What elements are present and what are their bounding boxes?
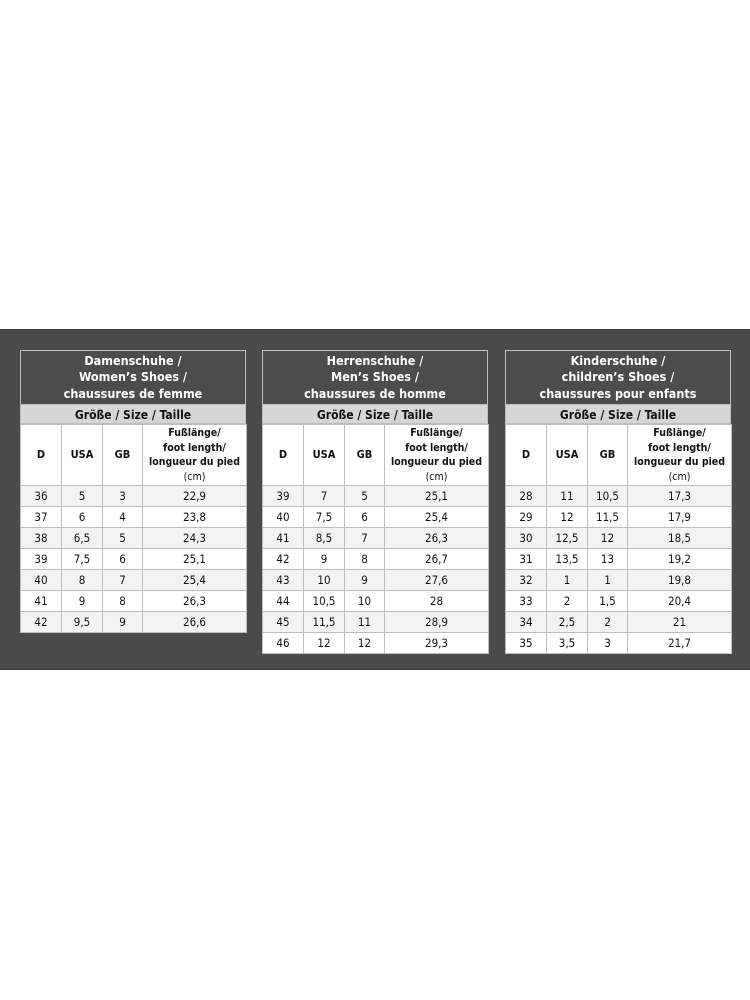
cell-gb: 8 [345, 549, 385, 570]
header-line: longueur du pied [634, 456, 725, 468]
table-row [263, 528, 489, 549]
cell-usa: 7,5 [304, 507, 345, 528]
title-line: Men’s Shoes / [331, 369, 419, 385]
cell-usa: 10 [304, 570, 345, 591]
size-subheader: Größe / Size / Taille [505, 404, 731, 424]
table-row [263, 612, 489, 633]
unit-label: (cm) [425, 470, 448, 483]
header-line: foot length/ [163, 441, 226, 454]
cell-d: 44 [263, 591, 304, 612]
cell-usa: 11 [547, 486, 588, 507]
table-row [21, 591, 247, 612]
table-title [20, 350, 246, 404]
column-header-gb: GB [103, 425, 143, 486]
cell-foot-length: 21 [628, 612, 732, 633]
cell-foot-length: 29,3 [385, 633, 489, 654]
cell-d: 39 [21, 549, 62, 570]
table-row [263, 507, 489, 528]
title-line: children’s Shoes / [561, 369, 675, 385]
cell-foot-length: 28,9 [385, 612, 489, 633]
cell-usa: 12 [304, 633, 345, 654]
title-line: Kinderschuhe / [570, 352, 666, 368]
cell-usa: 13,5 [547, 549, 588, 570]
cell-usa: 10,5 [304, 591, 345, 612]
cell-d: 29 [506, 507, 547, 528]
cell-gb: 3 [588, 633, 628, 654]
table-row [506, 528, 732, 549]
title-line: chaussures pour enfants [539, 385, 697, 401]
cell-usa: 6 [62, 507, 103, 528]
cell-foot-length: 17,3 [628, 486, 732, 507]
column-header-gb: GB [588, 425, 628, 486]
cell-foot-length: 25,1 [143, 549, 247, 570]
cell-usa: 3,5 [547, 633, 588, 654]
cell-d: 32 [506, 570, 547, 591]
table-row [506, 591, 732, 612]
size-table [20, 424, 247, 633]
cell-gb: 12 [345, 633, 385, 654]
cell-usa: 12,5 [547, 528, 588, 549]
cell-gb: 11 [345, 612, 385, 633]
table-title [262, 350, 488, 404]
table-row [263, 570, 489, 591]
cell-d: 34 [506, 612, 547, 633]
table-row [21, 612, 247, 633]
column-header-foot-length [143, 425, 247, 486]
cell-d: 28 [506, 486, 547, 507]
cell-foot-length: 17,9 [628, 507, 732, 528]
title-line: Women’s Shoes / [78, 369, 188, 385]
table-row [263, 633, 489, 654]
cell-usa: 2 [547, 591, 588, 612]
table-row [21, 570, 247, 591]
cell-d: 46 [263, 633, 304, 654]
column-header-usa: USA [304, 425, 345, 486]
table-title [505, 350, 731, 404]
table-row [21, 507, 247, 528]
cell-gb: 6 [345, 507, 385, 528]
unit-label: (cm) [183, 470, 206, 483]
table-row [263, 549, 489, 570]
cell-gb: 2 [588, 612, 628, 633]
cell-foot-length: 26,7 [385, 549, 489, 570]
cell-d: 38 [21, 528, 62, 549]
cell-gb: 5 [345, 486, 385, 507]
cell-usa: 9 [304, 549, 345, 570]
cell-foot-length: 24,3 [143, 528, 247, 549]
table-row [21, 528, 247, 549]
table-row [506, 507, 732, 528]
size-subheader: Größe / Size / Taille [262, 404, 488, 424]
cell-usa: 6,5 [62, 528, 103, 549]
cell-usa: 1 [547, 570, 588, 591]
cell-d: 31 [506, 549, 547, 570]
size-table [505, 424, 732, 654]
cell-gb: 1 [588, 570, 628, 591]
cell-usa: 7 [304, 486, 345, 507]
cell-d: 41 [263, 528, 304, 549]
cell-d: 37 [21, 507, 62, 528]
cell-usa: 5 [62, 486, 103, 507]
column-header-foot-length [385, 425, 489, 486]
cell-gb: 1,5 [588, 591, 628, 612]
cell-usa: 9 [62, 591, 103, 612]
cell-gb: 10,5 [588, 486, 628, 507]
cell-d: 36 [21, 486, 62, 507]
cell-d: 35 [506, 633, 547, 654]
header-line: Fußlänge/ [410, 427, 463, 439]
cell-foot-length: 25,1 [385, 486, 489, 507]
cell-d: 30 [506, 528, 547, 549]
childrens-size-table [505, 350, 731, 654]
cell-usa: 11,5 [304, 612, 345, 633]
cell-d: 45 [263, 612, 304, 633]
table-row [263, 591, 489, 612]
column-header-usa: USA [62, 425, 103, 486]
cell-foot-length: 19,2 [628, 549, 732, 570]
unit-label: (cm) [668, 470, 691, 483]
title-line: Herrenschuhe / [326, 352, 424, 368]
cell-usa: 8,5 [304, 528, 345, 549]
size-table [262, 424, 489, 654]
size-subheader: Größe / Size / Taille [20, 404, 246, 424]
cell-foot-length: 26,6 [143, 612, 247, 633]
column-header-d: D [506, 425, 547, 486]
table-row [506, 612, 732, 633]
table-body [263, 486, 489, 654]
cell-d: 40 [263, 507, 304, 528]
cell-d: 39 [263, 486, 304, 507]
header-line: longueur du pied [391, 456, 482, 468]
header-line: Fußlänge/ [653, 427, 706, 439]
cell-foot-length: 18,5 [628, 528, 732, 549]
cell-gb: 9 [103, 612, 143, 633]
cell-foot-length: 28 [385, 591, 489, 612]
cell-usa: 2,5 [547, 612, 588, 633]
column-header-d: D [21, 425, 62, 486]
cell-usa: 8 [62, 570, 103, 591]
cell-d: 40 [21, 570, 62, 591]
cell-foot-length: 26,3 [385, 528, 489, 549]
cell-gb: 7 [345, 528, 385, 549]
column-header-gb: GB [345, 425, 385, 486]
table-body [21, 486, 247, 633]
size-chart-panel [0, 329, 750, 670]
cell-d: 33 [506, 591, 547, 612]
cell-gb: 5 [103, 528, 143, 549]
cell-d: 42 [263, 549, 304, 570]
table-body [506, 486, 732, 654]
cell-gb: 11,5 [588, 507, 628, 528]
mens-size-table [262, 350, 488, 654]
cell-foot-length: 26,3 [143, 591, 247, 612]
table-row [263, 486, 489, 507]
header-line: foot length/ [648, 441, 711, 454]
title-line: chaussures de femme [63, 385, 203, 401]
header-line: foot length/ [405, 441, 468, 454]
cell-gb: 12 [588, 528, 628, 549]
cell-foot-length: 27,6 [385, 570, 489, 591]
cell-gb: 9 [345, 570, 385, 591]
table-row [506, 486, 732, 507]
cell-gb: 10 [345, 591, 385, 612]
cell-gb: 8 [103, 591, 143, 612]
cell-gb: 7 [103, 570, 143, 591]
title-line: chaussures de homme [304, 385, 446, 401]
table-row [506, 633, 732, 654]
header-line: longueur du pied [149, 456, 240, 468]
cell-d: 41 [21, 591, 62, 612]
cell-foot-length: 25,4 [385, 507, 489, 528]
cell-usa: 9,5 [62, 612, 103, 633]
table-row [506, 549, 732, 570]
column-header-foot-length [628, 425, 732, 486]
column-header-usa: USA [547, 425, 588, 486]
table-row [21, 549, 247, 570]
cell-d: 42 [21, 612, 62, 633]
title-line: Damenschuhe / [84, 352, 182, 368]
cell-usa: 12 [547, 507, 588, 528]
cell-foot-length: 25,4 [143, 570, 247, 591]
cell-gb: 3 [103, 486, 143, 507]
cell-foot-length: 20,4 [628, 591, 732, 612]
cell-usa: 7,5 [62, 549, 103, 570]
cell-d: 43 [263, 570, 304, 591]
column-header-d: D [263, 425, 304, 486]
cell-foot-length: 19,8 [628, 570, 732, 591]
cell-foot-length: 21,7 [628, 633, 732, 654]
table-row [506, 570, 732, 591]
cell-gb: 13 [588, 549, 628, 570]
cell-gb: 6 [103, 549, 143, 570]
womens-size-table [20, 350, 246, 633]
cell-foot-length: 23,8 [143, 507, 247, 528]
header-line: Fußlänge/ [168, 427, 221, 439]
cell-gb: 4 [103, 507, 143, 528]
cell-foot-length: 22,9 [143, 486, 247, 507]
table-row [21, 486, 247, 507]
